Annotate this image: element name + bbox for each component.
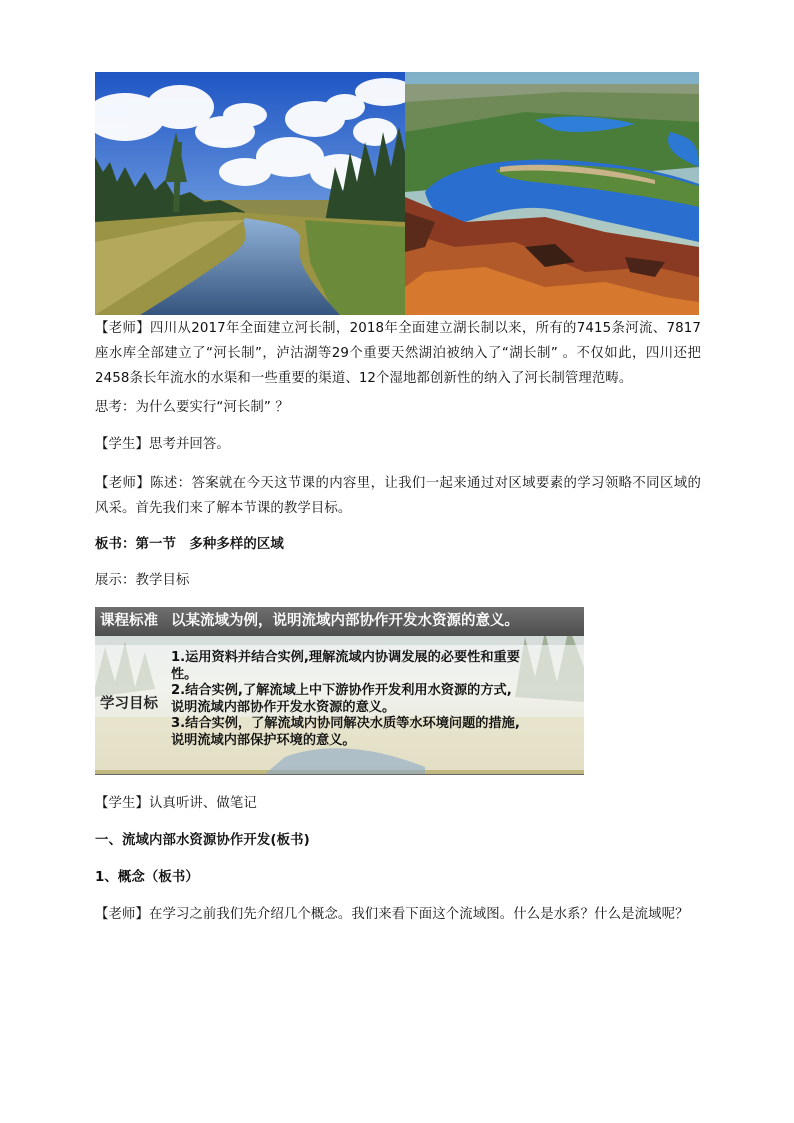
curriculum-standard-text: 以某流域为例，说明流域内部协作开发水资源的意义。 — [171, 613, 519, 629]
curriculum-standard-label: 课程标准 — [100, 613, 158, 629]
slide-header-bar — [95, 607, 584, 636]
goal-line: 3.结合实例，了解流域内协同解决水质等水环境问题的措施, — [171, 716, 520, 731]
teaching-goals-slide — [95, 607, 584, 775]
student-response: 【学生】思考并回答。 — [95, 437, 230, 452]
goal-line: 1.运用资料并结合实例,理解流域内协调发展的必要性和重要 — [171, 650, 520, 665]
subsection-heading: 1、概念（板书） — [95, 870, 199, 885]
river-meadow-photo — [95, 72, 405, 315]
teacher-concept-paragraph: 【老师】在学习之前我们先介绍几个概念。我们来看下面这个流域图。什么是水系？什么是流域呢？ — [95, 907, 689, 922]
board-heading: 板书：第一节 多种多样的区域 — [95, 537, 284, 552]
goal-line: 说明流域内部保护环境的意义。 — [171, 732, 356, 748]
student-notes: 【学生】认真听讲、做笔记 — [95, 796, 257, 811]
canyon-lake-photo — [405, 72, 699, 315]
learning-goals-label: 学习目标 — [100, 696, 158, 712]
section-heading: 一、流域内部水资源协作开发(板书) — [95, 833, 310, 848]
display-label: 展示：教学目标 — [95, 573, 190, 588]
learning-goals-list — [171, 650, 579, 749]
teacher-intro-paragraph: 【老师】四川从2017年全面建立河长制，2018年全面建立湖长制以来，所有的7415条河流、7817座水库全部建立了“河长制”，泸沽湖等29个重要天然湖泊被纳入了“湖长制” 。不仅如此，四川还把2458条长年流水的水渠和一些重要的渠道、12个湿地都创新性的纳入了河长制管理范畴。 — [95, 321, 701, 386]
teacher-statement-paragraph: 【老师】陈述：答案就在今天这节课的内容里，让我们一起来通过对区域要素的学习领略不同区域的风采。首先我们来了解本节课的教学目标。 — [95, 476, 701, 516]
photo-strip — [95, 72, 699, 315]
goal-line: 2.结合实例,了解流域上中下游协作开发利用水资源的方式, — [171, 683, 512, 698]
goal-line: 说明流域内部协作开发水资源的意义。 — [171, 699, 396, 715]
goal-line: 性。 — [171, 666, 198, 682]
think-question: 思考：为什么要实行“河长制” ？ — [95, 400, 289, 415]
